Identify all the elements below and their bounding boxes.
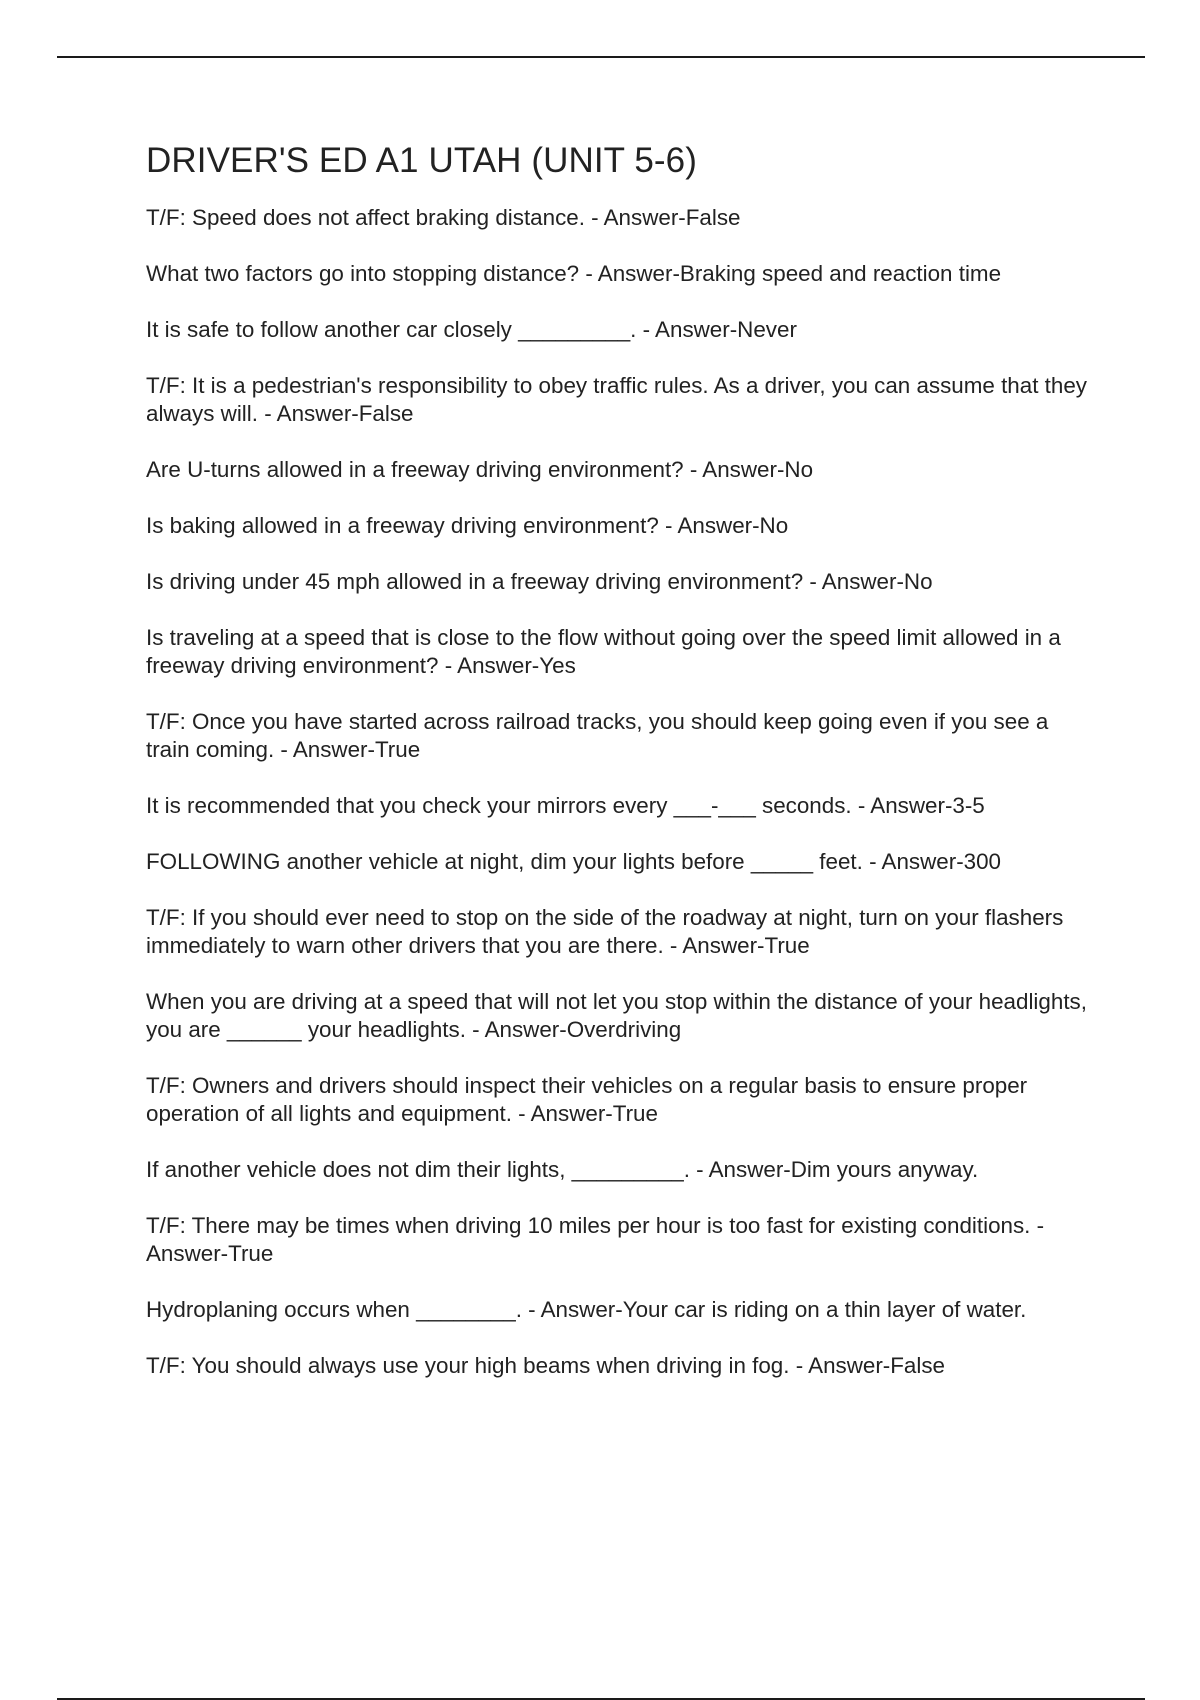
qa-item: T/F: Owners and drivers should inspect their vehicles on a regular basis to ensure proper operation of all lights and equipment. - Answer-True — [146, 1073, 1028, 1126]
document-title: DRIVER'S ED A1 UTAH (UNIT 5-6) — [146, 141, 697, 180]
qa-item: What two factors go into stopping distance? - Answer-Braking speed and reaction time — [146, 261, 1002, 286]
qa-item: Is baking allowed in a freeway driving environment? - Answer-No — [146, 513, 789, 538]
qa-item: It is recommended that you check your mirrors every ___-___ seconds. - Answer-3-5 — [146, 793, 985, 818]
qa-item: T/F: You should always use your high beams when driving in fog. - Answer-False — [146, 1353, 946, 1378]
qa-list — [146, 204, 1096, 1380]
qa-item: It is safe to follow another car closely _________. - Answer-Never — [146, 317, 797, 342]
qa-item: When you are driving at a speed that will not let you stop within the distance of your headlights, you are ______ your headlights. - Answer-Overdriving — [146, 989, 1087, 1042]
qa-item: FOLLOWING another vehicle at night, dim your lights before _____ feet. - Answer-300 — [146, 849, 1002, 874]
top-divider — [57, 56, 1145, 58]
qa-item: Are U-turns allowed in a freeway driving environment? - Answer-No — [146, 457, 814, 482]
qa-item: Is driving under 45 mph allowed in a freeway driving environment? - Answer-No — [146, 569, 933, 594]
qa-item: T/F: There may be times when driving 10 miles per hour is too fast for existing conditions. - Answer-True — [146, 1213, 1045, 1266]
qa-item: T/F: It is a pedestrian's responsibility to obey traffic rules. As a driver, you can assume that they always will. - Answer-False — [146, 373, 1087, 426]
qa-item: If another vehicle does not dim their lights, _________. - Answer-Dim yours anyway. — [146, 1157, 979, 1182]
qa-item: T/F: Once you have started across railroad tracks, you should keep going even if you see a train coming. - Answer-True — [146, 709, 1049, 762]
qa-item: Is traveling at a speed that is close to the flow without going over the speed limit allowed in a freeway driving environment? - Answer-Yes — [146, 625, 1061, 678]
qa-item: T/F: Speed does not affect braking distance. - Answer-False — [146, 205, 741, 230]
qa-item: T/F: If you should ever need to stop on the side of the roadway at night, turn on your flashers immediately to warn other drivers that you are there. - Answer-True — [146, 905, 1064, 958]
qa-item: Hydroplaning occurs when ________. - Answer-Your car is riding on a thin layer of water. — [146, 1297, 1027, 1322]
document-body — [146, 140, 1096, 1408]
